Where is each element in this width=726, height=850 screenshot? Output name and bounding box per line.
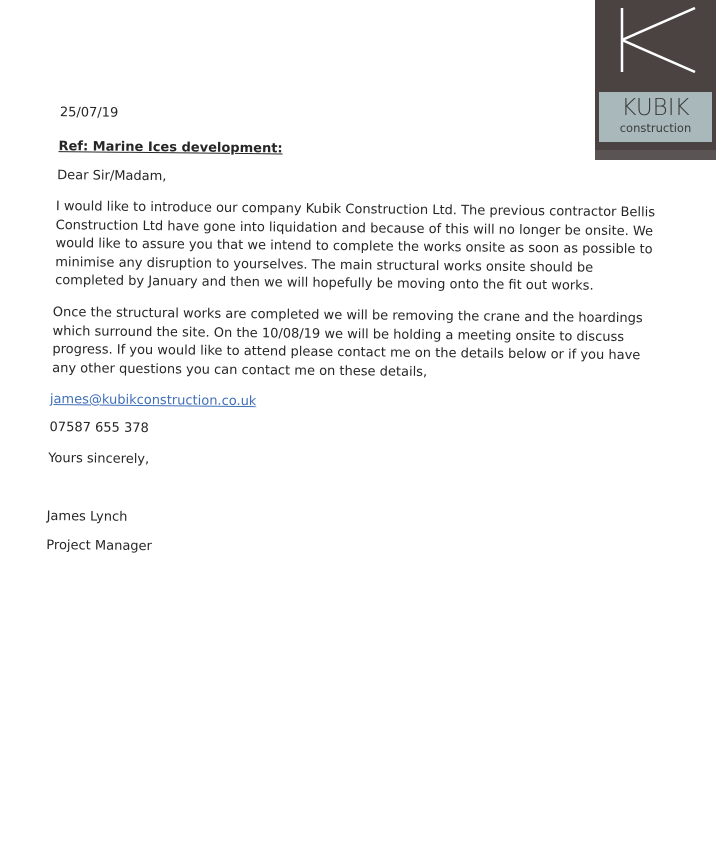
letter-date: 25/07/19 <box>59 105 119 121</box>
contact-phone: 07587 655 378 <box>49 420 149 437</box>
letter-paragraph-1: I would like to introduce our company Kubik Construction Ltd. The previous contractor Bellis Construction Ltd have gone into liquidation and because of this will no longer be onsite. We would like to assure you that we intend to complete the works onsite as soon as possible to minimise any disruption to yourselves. The main structural works onsite should be completed by January and then we will hopefully be moving onto the fit out works. <box>55 199 656 294</box>
signatory-title: Project Manager <box>46 537 153 555</box>
letter-paragraph-2: Once the structural works are completed we will be removing the crane and the hoardings which surround the site. On the 10/08/19 we will be holding a meeting onsite to discuss progress. If you would like to attend please contact me on the details below or if you have any other questions you can contact me on these details, <box>52 305 643 380</box>
letter-reference: Ref: Marine Ices development: <box>58 139 283 157</box>
letter-closing: Yours sincerely, <box>48 451 150 468</box>
logo-subtitle: construction <box>619 121 692 135</box>
signatory-name: James Lynch <box>46 508 128 525</box>
logo-name: KUBIK <box>621 95 690 121</box>
contact-email-link[interactable]: james@kubikconstruction.co.uk <box>49 392 257 410</box>
letter-salutation: Dear Sir/Madam, <box>57 168 167 185</box>
